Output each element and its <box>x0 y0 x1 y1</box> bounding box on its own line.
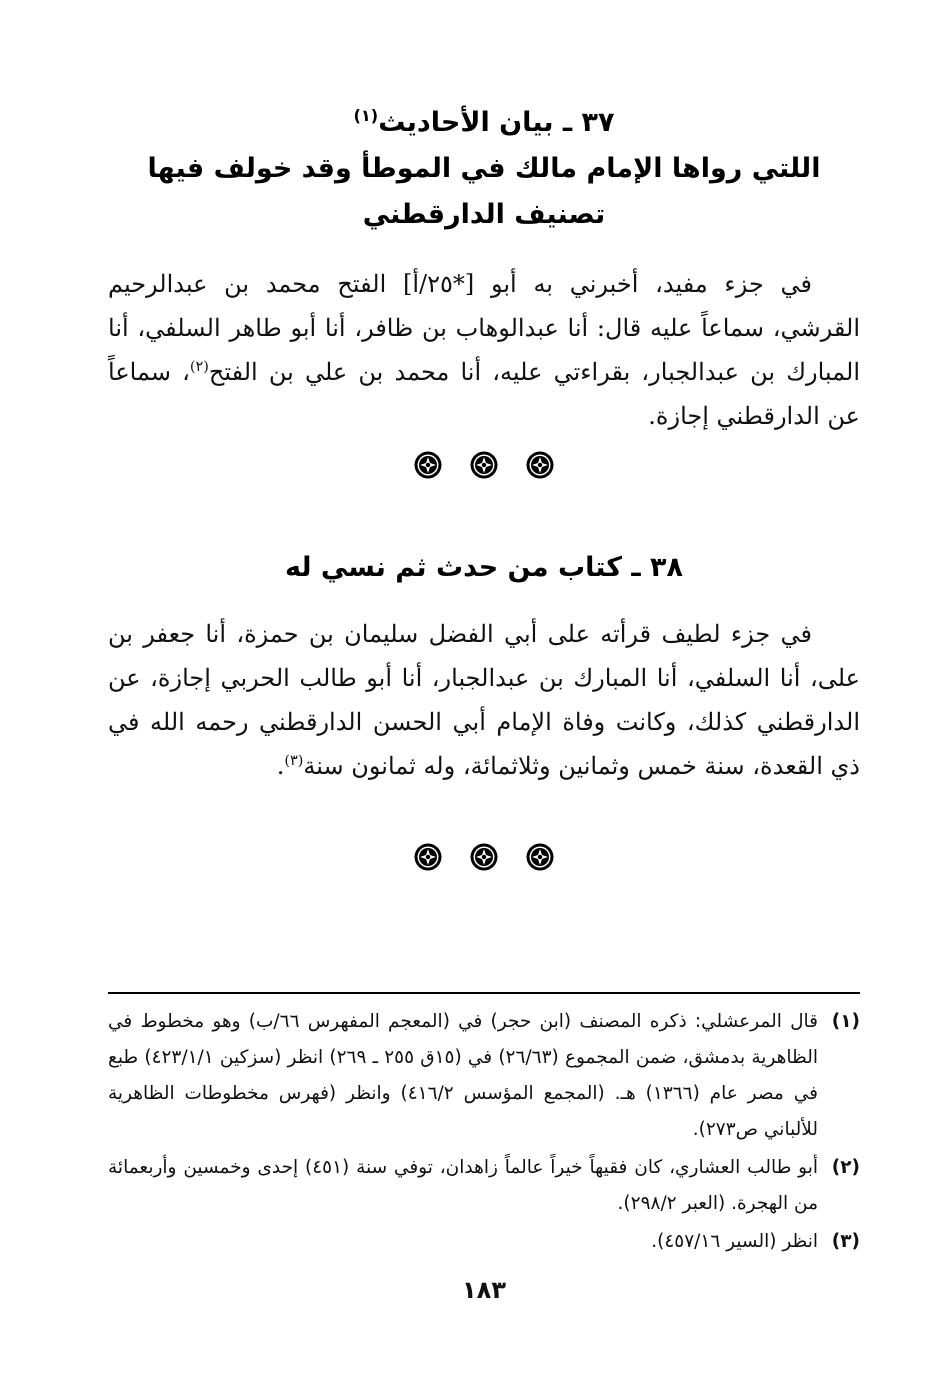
footnote-divider <box>108 992 860 994</box>
section-37-title-line-1 <box>108 100 860 146</box>
footnotes-list <box>108 1004 860 1262</box>
floral-ornament-icon <box>413 842 443 872</box>
floral-ornament-icon <box>525 450 555 480</box>
footnote-text: انظر (السير ٤٥٧/١٦). <box>651 1231 818 1252</box>
section-37-title-text: ٣٧ ـ بيان الأحاديث <box>378 107 615 138</box>
floral-ornament-icon <box>469 842 499 872</box>
section-37-title-line-3: تصنيف الدارقطني <box>362 199 606 230</box>
section-38-heading: ٣٨ ـ كتاب من حدث ثم نسي له <box>285 552 683 583</box>
section-38-body-text: في جزء لطيف قرأته على أبي الفضل سليمان بن حمزة، أنا جعفر بن على، أنا السلفي، أنا المبارك بن عبدالجبار، أنا أبو طالب الحربي إجازة، عن الدارقطني كذلك، وكانت وفاة الإمام أبي الحسن الدارقطني رحمه الله في ذي القعدة، سنة خمس وثمانين وثلاثمائة، وله ثمانون سنة <box>108 620 860 780</box>
section-divider-ornaments <box>108 842 860 872</box>
footnote-text: قال المرعشلي: ذكره المصنف (ابن حجر) في (المعجم المفهرس ٦٦/ب) وهو مخطوط في الظاهرية بدمشق، ضمن المجموع (٢٦/٦٣) في (١٥ق ٢٥٥ ـ ٢٦٩) انظر (سزكين ٤٢٣/١/١) طبع في مصر عام (١٣٦٦) هـ. (المجمع المؤسس ٤١٦/٢) وانظر (فهرس مخطوطات الظاهرية للألباني ص٢٧٣). <box>108 1011 818 1140</box>
footnote-item <box>108 1004 860 1148</box>
section-37-body-tail: ، سماعاً عن الدارقطني إجازة. <box>108 358 860 430</box>
footnote-ref-3[interactable]: (٣) <box>284 753 304 769</box>
section-38-body-tail: . <box>276 752 285 780</box>
section-37-heading <box>108 100 860 238</box>
section-37-body <box>108 262 860 438</box>
footnote-ref-1[interactable]: (١) <box>353 106 379 125</box>
footnote-number: (٣) <box>831 1231 860 1252</box>
section-divider-ornaments <box>108 450 860 480</box>
footnote-number: (٢) <box>831 1157 860 1178</box>
footnote-item <box>108 1150 860 1222</box>
footnote-number: (١) <box>831 1011 860 1032</box>
footnote-text: أبو طالب العشاري، كان فقيهاً خيراً عالماً زاهدان، توفي سنة (٤٥١) إحدى وخمسين وأربعمائة من الهجرة. (العبر ٢٩٨/٢). <box>108 1157 818 1214</box>
page-number: ١٨٣ <box>462 1276 506 1304</box>
section-37-body-text: في جزء مفيد، أخبرني به أبو [*٢٥/أ] الفتح محمد بن عبدالرحيم القرشي، سماعاً عليه قال: أنا عبدالوهاب بن ظافر، أنا أبو طاهر السلفي، أنا المبارك بن عبدالجبار، بقراءتي عليه، أنا محمد بن علي بن الفتح <box>108 270 860 386</box>
footnote-item <box>108 1224 860 1260</box>
book-page <box>108 0 860 1391</box>
footnote-ref-2[interactable]: (٢) <box>189 359 209 375</box>
floral-ornament-icon <box>413 450 443 480</box>
floral-ornament-icon <box>525 842 555 872</box>
floral-ornament-icon <box>469 450 499 480</box>
section-38-body <box>108 612 860 788</box>
section-37-title-line-2: اللتي رواها الإمام مالك في الموطأ وقد خولف فيها <box>147 153 821 184</box>
